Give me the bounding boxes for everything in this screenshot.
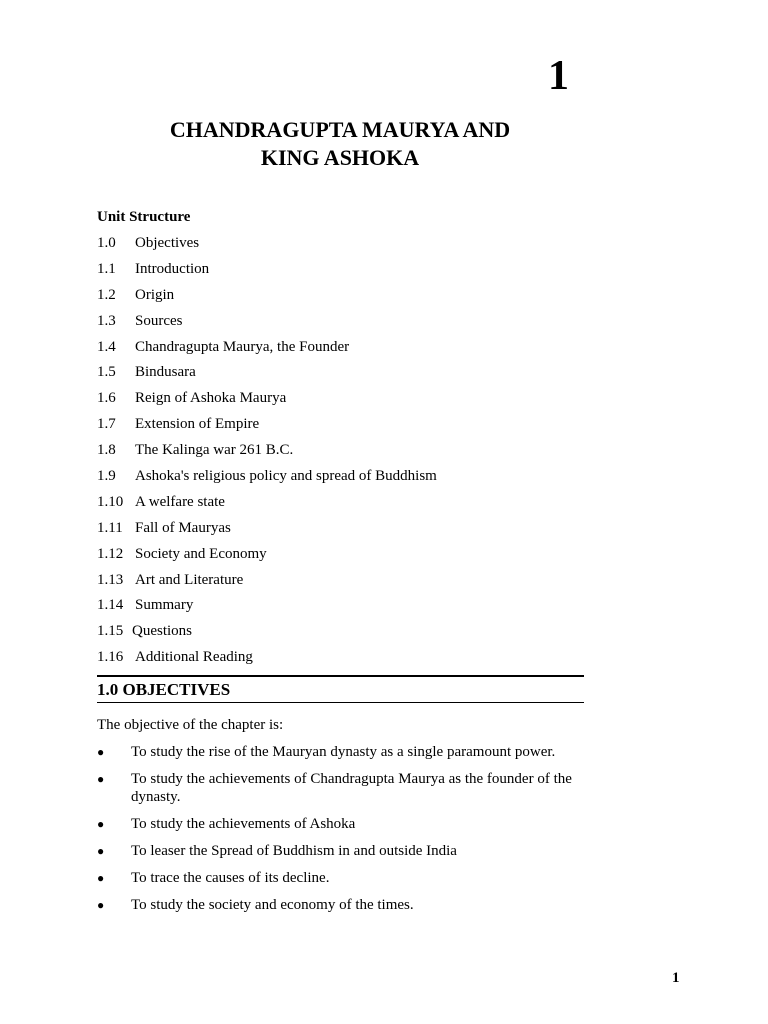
toc-item-label: Origin [135,286,175,303]
toc-item-number: 1.1 [97,260,116,277]
toc-item [97,259,437,285]
toc-item-number: 1.11 [97,519,123,536]
toc-item-label: Ashoka's religious policy and spread of Buddhism [135,468,437,485]
toc-item [97,595,437,621]
objective-text: To study the rise of the Mauryan dynasty as a single paramount power. [131,744,556,760]
toc-item-number: 1.15 [97,623,124,640]
toc-item-label: Reign of Ashoka Maurya [135,390,287,407]
objectives-heading: 1.0 OBJECTIVES [97,680,231,699]
toc-item [97,621,437,647]
toc-item-number: 1.2 [97,286,116,303]
objective-text: To study the society and economy of the times. [131,897,414,913]
toc-item [97,440,437,466]
toc-item-number: 1.6 [97,390,116,407]
chapter-title-line-1: CHANDRAGUPTA MAURYA AND [169,117,511,142]
objective-item [97,842,597,860]
toc-item [97,362,437,388]
bullet-icon: ● [97,898,105,912]
objective-item [97,770,597,806]
objective-text: To leaser the Spread of Buddhism in and outside India [131,843,457,859]
toc-item-number: 1.13 [97,571,124,588]
unit-structure-list [97,233,437,673]
toc-item [97,414,437,440]
objective-item [97,743,597,761]
toc-item-label: Objectives [135,235,200,251]
bullet-icon: ● [97,844,105,858]
toc-item-label: Extension of Empire [135,416,260,433]
bullet-icon: ● [97,871,105,885]
section-divider-bottom [97,702,584,703]
toc-item [97,544,437,570]
toc-item-label: Fall of Mauryas [135,519,231,536]
bullet-icon: ● [97,772,105,786]
toc-item [97,285,437,311]
toc-item [97,233,437,259]
toc-item-number: 1.10 [97,493,124,510]
toc-item [97,388,437,414]
objective-text: To study the achievements of Ashoka [131,816,356,832]
toc-item-label: Introduction [135,260,210,277]
toc-item-label: Art and Literature [135,571,244,588]
bullet-icon: ● [97,745,105,759]
toc-item-label: Society and Economy [135,545,267,562]
toc-item-number: 1.0 [97,235,116,251]
toc-item [97,570,437,596]
toc-item-label: Bindusara [135,364,196,381]
toc-item [97,492,437,518]
chapter-title [120,116,560,172]
chapter-number: 1 [548,53,569,99]
toc-item [97,466,437,492]
toc-item-number: 1.9 [97,468,116,485]
objective-item [97,869,597,887]
unit-structure-heading: Unit Structure [97,209,191,225]
toc-item-number: 1.16 [97,649,124,666]
toc-item-number: 1.7 [97,416,116,433]
toc-item-number: 1.4 [97,338,116,355]
section-divider-top [97,675,584,677]
chapter-title-line-2: KING ASHOKA [260,145,420,170]
toc-item [97,518,437,544]
toc-item-label: Sources [135,312,183,329]
bullet-icon: ● [97,817,105,831]
toc-item-number: 1.14 [97,597,124,614]
toc-item-label: Additional Reading [135,649,253,666]
toc-item-number: 1.12 [97,545,124,562]
page-number: 1 [672,970,680,986]
objective-text: To study the achievements of Chandragupta Maurya as the founder of the dynasty. [131,771,572,805]
toc-item-number: 1.3 [97,312,116,329]
toc-item-label: Questions [132,623,192,640]
objective-item [97,896,597,914]
toc-item-label: The Kalinga war 261 B.C. [135,442,294,459]
objective-item [97,815,597,833]
objective-text: To trace the causes of its decline. [131,870,330,886]
toc-item-number: 1.5 [97,364,116,381]
toc-item-number: 1.8 [97,442,116,459]
toc-item-label: Summary [135,597,194,614]
objectives-intro: The objective of the chapter is: [97,717,284,733]
toc-item [97,311,437,337]
toc-item [97,647,437,673]
toc-item [97,337,437,363]
toc-item-label: Chandragupta Maurya, the Founder [135,338,350,355]
toc-item-label: A welfare state [135,493,225,510]
